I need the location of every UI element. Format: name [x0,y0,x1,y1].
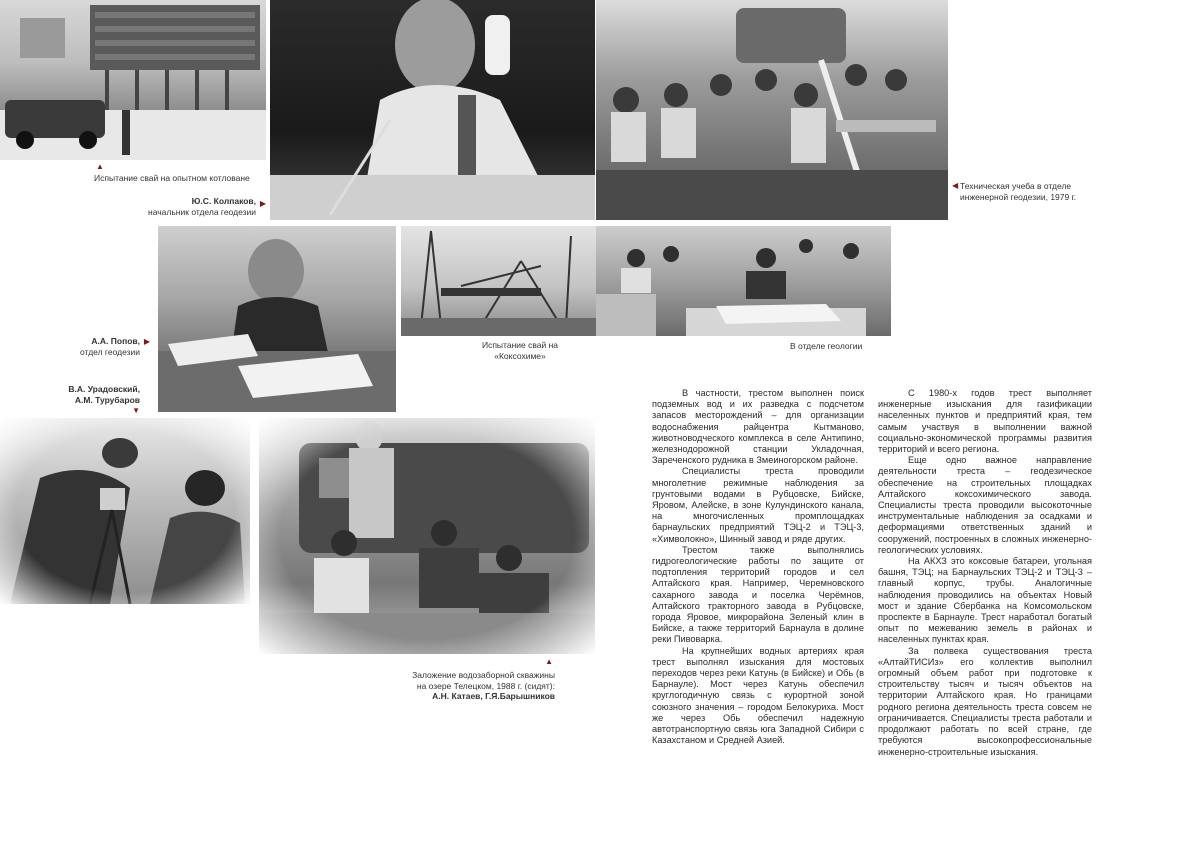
paragraph: С 1980-х годов трест выполняет инженерные изыскания для газификации населенных пунктов и предприятий края, тем самым участвуя в выполнении важной социально-экономической программы развития территорий и всего региона. [878,388,1092,455]
caption-line: Испытание свай на [481,340,559,350]
photo-koksokhim-pile-test [401,226,596,336]
caption-line: Заложение водозаборной скважины [412,670,555,680]
photo-kolpakov [270,0,595,220]
photo-geology-department [596,226,891,336]
caption-person-name: А.А. Попов, [91,336,140,346]
caption-person-name: А.Н. Катаев, Г.Я.Барышников [432,691,555,701]
paragraph: На крупнейших водных артериях края трест выполнял изыскания для мостовых переходов через реки Катунь (в Бийске) и Обь (в Барнауле). Мост через Катунь обеспечил круглогодичную связь с курортной зоной союзного значения – городом Белокуриха. Мост же через Обь обеспечил надежную автотранспортную связь юга Западной Сибири с Казахстаном и Средней Азией. [652,645,864,746]
caption-line: на озере Телецком, 1988 г. (сидят): [416,680,555,691]
caption-geology [790,341,900,352]
photo-popov [158,226,396,412]
paragraph: За полвека существования треста «АлтайТИСИз» его коллектив выполнил огромный объем работ при подготовке к строительству тысяч и тысяч объектов на территории Алтайского края. Но границами родного региона деятельность треста совсем не ограничивается. Специалисты треста работали и продолжают работать по всей стране, где требуются высокопрофессиональные инженерно-строительные изыскания. [878,645,1092,757]
text-column-right [878,388,1092,758]
photo-technical-study [596,0,948,220]
caption-line: «Коксохиме» [494,350,546,361]
caption-koksokhim [470,340,570,361]
paragraph: Специалисты треста проводили многолетние режимные наблюдения за грунтовыми водами в Рубцовске, Бийске, Яровом, Алейске, в зоне Кулундинского канала, на многочисленных промплощадках барнаульских предприятий ТЭЦ-2 и ТЭЦ-3, «Химволокно», Шинный завод и ряде других. [652,466,864,544]
caption-marker-icon: ◀ [952,181,959,190]
photo-surveyors [0,418,250,604]
caption-person-role: отдел геодезии [80,346,140,357]
caption-line: инженерной геодезии, 1979 г. [960,191,1077,202]
caption-person-name: В.А. Урадовский, [68,384,140,394]
caption-marker-icon: ▲ [96,162,104,171]
caption-marker-icon: ▼ [132,406,140,415]
caption-teletskoye [400,657,555,702]
caption-uradovsky-turubarov [30,384,140,415]
caption-text: Испытание свай на опытном котловане [94,173,250,183]
caption-technical-study [952,181,1100,202]
caption-marker-icon: ▶ [259,199,266,208]
caption-person-name: Ю.С. Колпаков, [191,196,256,206]
photo-teletskoye-well [259,418,595,654]
text-column-left [652,388,864,747]
paragraph: Еще одно важное направление деятельности треста – геодезическое обеспечение на строительных площадках Алтайского коксохимического завода. Специалисты треста проводили высокоточные инструментальные наблюдения за осадками и деформациями ответственных зданий и сооружений, построенных в сложных инженерно-геологических условиях. [878,455,1092,555]
paragraph: Трестом также выполнялись гидрогеологические работы по защите от подтопления территорий городов и сел Алтайского края. Например, Черемновского сахарного завода и поселка Черёмнов, Алтайского тракторного завода в Рубцовске, города Яровое, микрорайона Зеленый клин в Бийске, а также территорий Барнаула в долине реки Пивоварка. [652,544,864,645]
caption-kolpakov [100,196,266,217]
caption-person-name: А.М. Турубаров [74,394,140,405]
caption-person-role: начальник отдела геодезии [148,206,256,217]
caption-marker-icon: ▶ [143,337,150,346]
paragraph: В частности, трестом выполнен поиск подземных вод и их разведка с подсчетом запасов месторождений – для организации водоснабжения райцентра Кытманово, животноводческого комплекса в селе Антипино, железнодорожной станции Укладочная, Зареченского рудника в Змеиногорском районе. [652,388,864,466]
caption-line: Техническая учеба в отделе [960,181,1072,191]
caption-line: В отделе геологии [790,341,863,351]
caption-marker-icon: ▲ [545,657,553,666]
caption-popov [40,336,150,357]
photo-pile-test-pit [0,0,266,160]
caption-pile-test [94,164,264,184]
paragraph: На АКХЗ это коксовые батареи, угольная башня, ТЭЦ; на Барнаульских ТЭЦ-2 и ТЭЦ-3 – главный корпус, трубы. Аналогичные наблюдения проводились на объектах Новый мост и здание Сбербанка на Комсомольском проспекте в Барнауле. Трест наработал богатый опыт по межеванию земель в районах и населенных пунктах края. [878,556,1092,645]
